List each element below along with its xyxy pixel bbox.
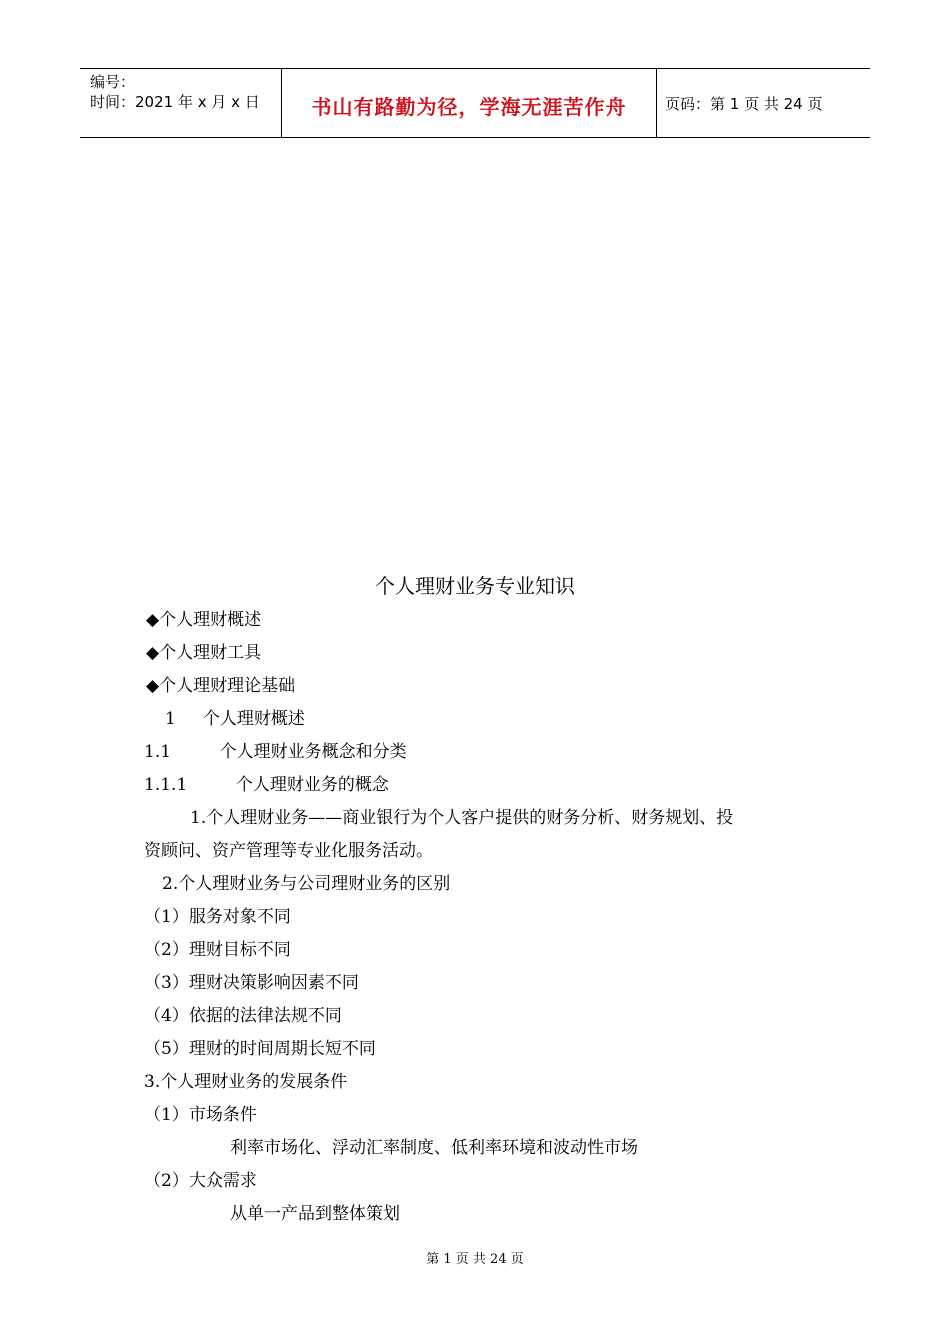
bullet-item (146, 675, 295, 697)
list-item: （2）理财目标不同 (144, 940, 291, 960)
header-page-cell (657, 69, 870, 137)
list-item: （1）市场条件 (144, 1105, 257, 1125)
paragraph-line: 3.个人理财业务的发展条件 (144, 1072, 348, 1092)
header-table (80, 68, 870, 138)
header-motto-cell (281, 69, 657, 137)
list-item: （2）大众需求 (144, 1171, 257, 1191)
bullet-text: 个人理财工具 (159, 643, 262, 663)
paragraph-line: 从单一产品到整体策划 (230, 1204, 400, 1224)
heading-1-1-1: 1.1.1 个人理财业务的概念 (144, 775, 389, 795)
list-item: （5）理财的时间周期长短不同 (144, 1039, 376, 1059)
header-meta-cell (80, 69, 280, 137)
list-item: （3）理财决策影响因素不同 (144, 973, 359, 993)
paragraph-line: 资顾问、资产管理等专业化服务活动。 (144, 841, 433, 861)
page-footer: 第 1 页 共 24 页 (426, 1252, 524, 1267)
page-info: 页码：第 1 页 共 24 页 (665, 95, 823, 113)
motto: 书山有路勤为径，学海无涯苦作舟 (311, 95, 627, 119)
heading-1-1: 1.1 个人理财业务概念和分类 (144, 742, 407, 762)
diamond-bullet-icon: ◆ (146, 610, 160, 630)
paragraph-line: 1.个人理财业务——商业银行为个人客户提供的财务分析、财务规划、投 (190, 808, 734, 828)
paragraph-line: 2.个人理财业务与公司理财业务的区别 (162, 874, 451, 894)
bullet-text: 个人理财概述 (159, 610, 262, 630)
bullet-item (146, 642, 261, 664)
bullet-item (146, 609, 261, 631)
diamond-bullet-icon: ◆ (146, 676, 160, 696)
bullet-text: 个人理财理论基础 (159, 676, 296, 696)
list-item: （1）服务对象不同 (144, 907, 291, 927)
heading-1: 1 个人理财概述 (165, 709, 305, 729)
diamond-bullet-icon: ◆ (146, 643, 160, 663)
paragraph-line: 利率市场化、浮动汇率制度、低利率环境和波动性市场 (230, 1138, 638, 1158)
date-label: 时间：2021 年 x 月 x 日 (90, 93, 260, 111)
number-label: 编号： (90, 73, 136, 91)
list-item: （4）依据的法律法规不同 (144, 1006, 342, 1026)
document-title: 个人理财业务专业知识 (375, 574, 575, 598)
